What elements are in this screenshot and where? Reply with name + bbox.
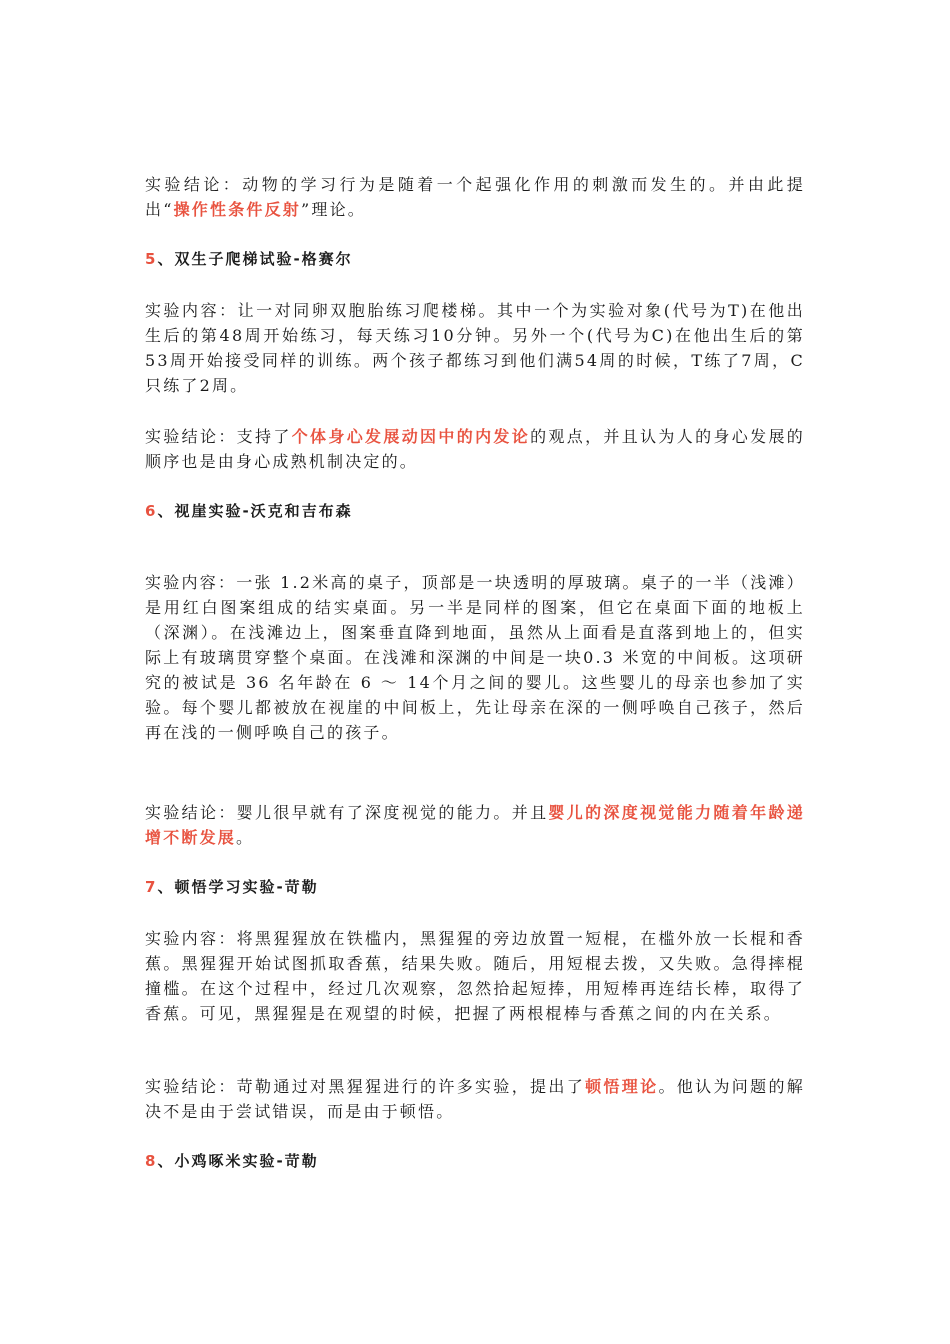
section-title: 、小鸡啄米实验-苛勒	[157, 1152, 319, 1170]
section5-heading	[145, 248, 805, 270]
section-number: 7	[145, 878, 158, 896]
document-page	[145, 172, 805, 1172]
conclusion-text-end: 。	[236, 828, 255, 847]
conclusion-text: 实验结论：支持了	[145, 427, 292, 446]
section-title: 、双生子爬梯试验-格赛尔	[157, 250, 353, 268]
section-number: 5	[145, 250, 158, 268]
section6-conclusion	[145, 800, 805, 850]
highlight-term: 操作性条件反射	[173, 200, 301, 219]
section5-conclusion	[145, 424, 805, 474]
section6-content: 实验内容：一张 1.2米高的桌子，顶部是一块透明的厚玻璃。桌子的一半（浅滩）是用红白图案组成的结实桌面。另一半是同样的图案，但它在桌面下面的地板上（深渊）。在浅滩边上，图案垂直降到地面，虽然从上面看是直落到地上的，但实际上有玻璃贯穿整个桌面。在浅滩和深渊的中间是一块0.3 米宽的中间板。这项研究的被试是 36 名年龄在 6 ～ 14个月之间的婴儿。这些婴儿的母亲也参加了实验。每个婴儿都被放在视崖的中间板上，先让母亲在深的一侧呼唤自己孩子，然后再在浅的一侧呼唤自己的孩子。	[145, 573, 805, 742]
conclusion-text-end: ”理论。	[301, 200, 366, 219]
section-number: 6	[145, 502, 158, 520]
conclusion-text: 实验结论：婴儿很早就有了深度视觉的能力。并且	[145, 803, 549, 822]
section-number: 8	[145, 1152, 158, 1170]
conclusion-text-end: 的观点，并且认为人的身心发展的顺序也是由身心成熟机制决定的。	[145, 427, 805, 471]
conclusion-text-end: 。他认为问题的解决不是由于尝试错误，而是由于顿悟。	[145, 1077, 805, 1121]
section8-heading	[145, 1150, 805, 1172]
highlight-term: 顿悟理论	[585, 1077, 659, 1096]
section-title: 、顿悟学习实验-苛勒	[157, 878, 319, 896]
conclusion-text: 实验结论：动物的学习行为是随着一个起强化作用的刺激而发生的。并由此提出“	[145, 175, 805, 219]
section7-heading	[145, 876, 805, 898]
conclusion-text: 实验结论：苛勒通过对黑猩猩进行的许多实验，提出了	[145, 1077, 586, 1096]
section7-content: 实验内容：将黑猩猩放在铁槛内，黑猩猩的旁边放置一短棍，在槛外放一长棍和香蕉。黑猩猩开始试图抓取香蕉，结果失败。随后，用短棍去拨，又失败。急得摔棍撞槛。在这个过程中，经过几次观察，忽然拾起短捧，用短棒再连结长棒，取得了香蕉。可见，黑猩猩是在观望的时候，把握了两根棍棒与香蕉之间的内在关系。	[145, 929, 805, 1023]
highlight-term: 个体身心发展动因中的内发论	[291, 427, 531, 446]
section7-conclusion	[145, 1074, 805, 1124]
highlight-term: 婴儿的深度视觉能力随着年龄递增不断发展	[145, 803, 805, 847]
section4-conclusion	[145, 172, 805, 222]
section5-content: 实验内容：让一对同卵双胞胎练习爬楼梯。其中一个为实验对象(代号为T)在他出生后的第48周开始练习，每天练习10分钟。另外一个(代号为C)在他出生后的第53周开始接受同样的训练。两个孩子都练习到他们满54周的时候，T练了7周，C只练了2周。	[145, 301, 805, 395]
section-title: 、视崖实验-沃克和吉布森	[157, 502, 353, 520]
section6-heading	[145, 500, 805, 522]
